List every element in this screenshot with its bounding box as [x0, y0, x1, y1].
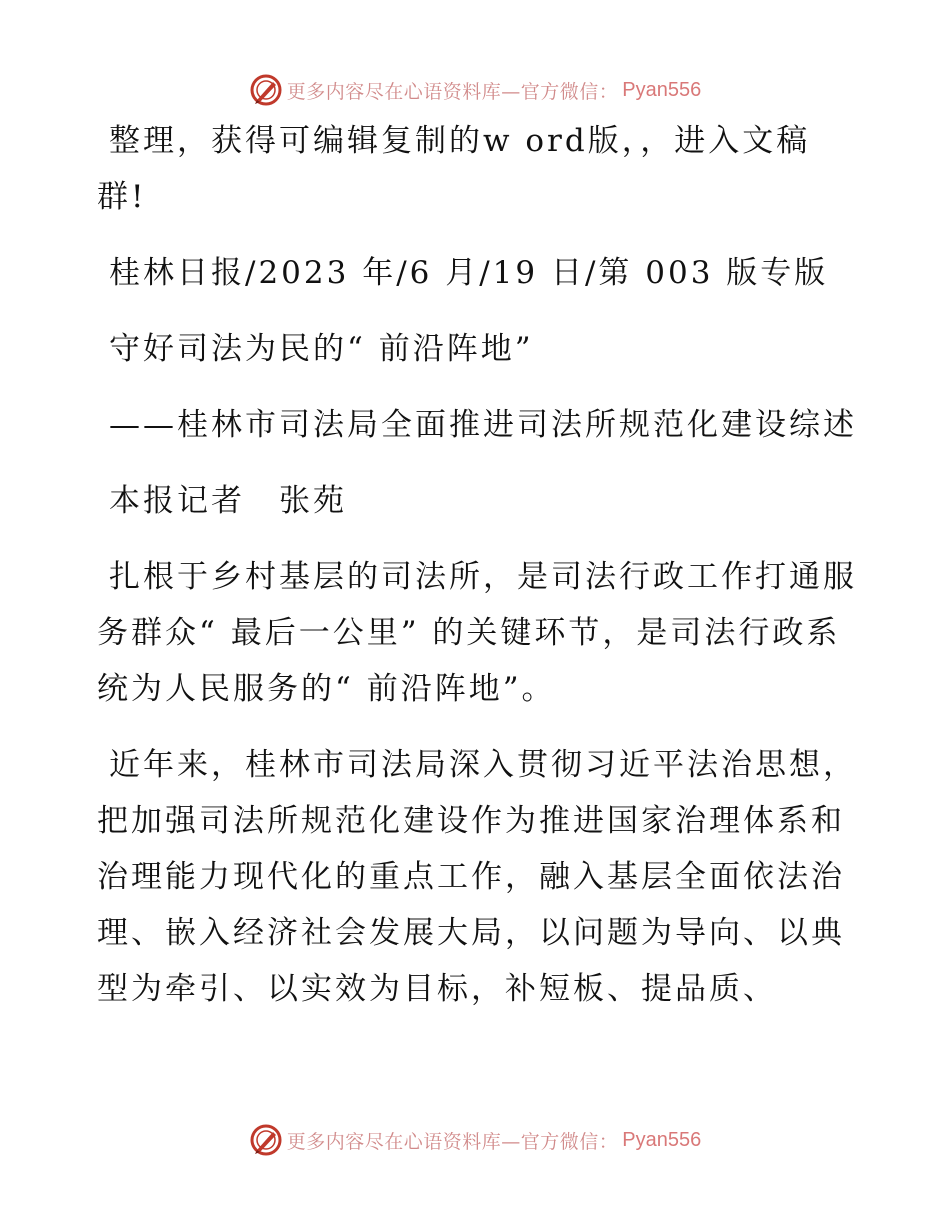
paragraph-body-2: 近年来，桂林市司法局深入贯彻习近平法治思想，把加强司法所规范化建设作为推进国家治理体系和治理能力现代化的重点工作，融入基层全面依法治理、嵌入经济社会发展大局，以问题为导向、以典型为牵引、以实效为目标，补短板、提品质、 [97, 747, 857, 1007]
watermark-wechat-id: Pyan556 [622, 78, 702, 101]
paragraph-intro: 整理，获得可编辑复制的w ord版，，进入文稿群! [97, 123, 811, 215]
article-subtitle: ——桂林市司法局全面推进司法所规范化建设综述 [109, 407, 857, 443]
pen-logo-icon [249, 73, 283, 107]
watermark-wechat-id: Pyan556 [622, 1128, 702, 1151]
article-title: 守好司法为民的“ 前沿阵地” [109, 331, 534, 367]
watermark-text: 更多内容尽在心语资料库—官方微信： [286, 1130, 619, 1153]
paragraph-body-1: 扎根于乡村基层的司法所，是司法行政工作打通服务群众“ 最后一公里” 的关键环节，是司法行政系统为人民服务的“ 前沿阵地”。 [97, 559, 857, 707]
watermark-text: 更多内容尽在心语资料库—官方微信： [286, 80, 619, 103]
document-body [97, 113, 857, 1037]
pen-logo-icon [249, 1123, 283, 1157]
article-byline: 本报记者 张苑 [109, 483, 347, 519]
header-watermark [0, 70, 950, 110]
paragraph-source: 桂林日报/2023 年/6 月/19 日/第 003 版专版 [109, 255, 829, 291]
footer-watermark [0, 1120, 950, 1160]
